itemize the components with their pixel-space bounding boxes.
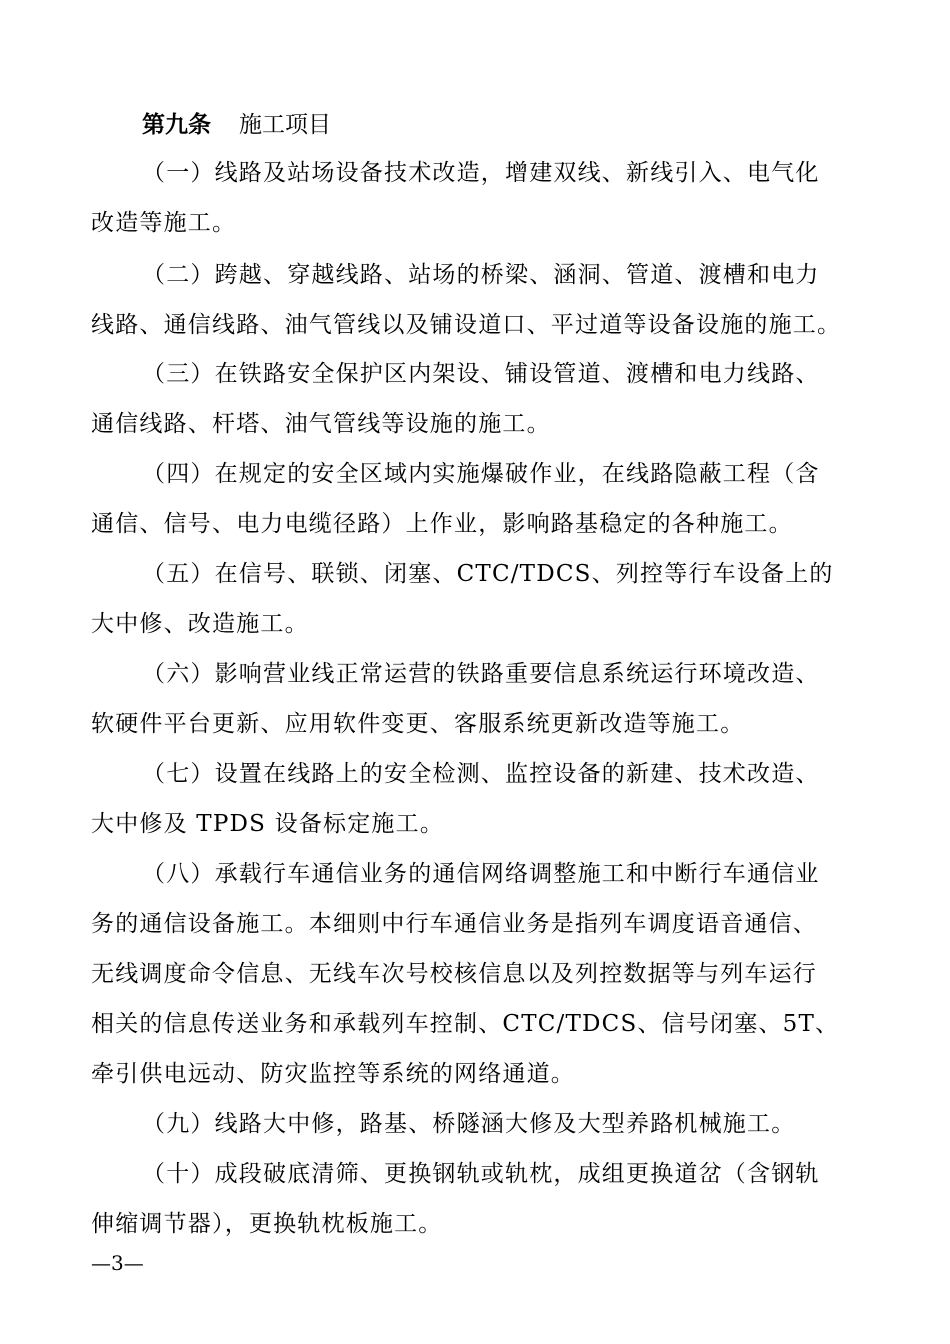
paragraph-line: （九）线路大中修，路基、桥隧涵大修及大型养路机械施工。: [142, 1111, 796, 1137]
paragraph-line: 务的通信设备施工。本细则中行车通信业务是指列车调度语音通信、: [91, 911, 817, 937]
paragraph-line: （二）跨越、穿越线路、站场的桥梁、涵洞、管道、渡槽和电力: [142, 262, 820, 288]
paragraph-line: 软硬件平台更新、应用软件变更、客服系统更新改造等施工。: [91, 711, 745, 737]
paragraph-line: 相关的信息传送业务和承载列车控制、CTC/TDCS、信号闭塞、5T、: [91, 1011, 840, 1037]
paragraph-line: 伸缩调节器），更换轨枕板施工。: [91, 1211, 443, 1237]
paragraph-line: （六）影响营业线正常运营的铁路重要信息系统运行环境改造、: [142, 661, 820, 687]
paragraph-line: 大中修及 TPDS 设备标定施工。: [91, 811, 445, 837]
paragraph-line: 无线调度命令信息、无线车次号校核信息以及列控数据等与列车运行: [91, 961, 817, 987]
paragraph-line: （八）承载行车通信业务的通信网络调整施工和中断行车通信业: [142, 861, 820, 887]
paragraph-line: （一）线路及站场设备技术改造，增建双线、新线引入、电气化: [142, 160, 820, 186]
paragraph-line: （三）在铁路安全保护区内架设、铺设管道、渡槽和电力线路、: [142, 361, 820, 387]
paragraph-line: 改造等施工。: [91, 210, 237, 236]
article-heading: [142, 110, 331, 140]
paragraph-line: 通信线路、杆塔、油气管线等设施的施工。: [91, 411, 551, 437]
page-number: —3—: [91, 1251, 144, 1275]
paragraph-line: 牵引供电远动、防灾监控等系统的网络通道。: [91, 1061, 575, 1087]
paragraph-line: 大中修、改造施工。: [91, 611, 309, 637]
paragraph-line: 线路、通信线路、油气管线以及铺设道口、平过道等设备设施的施工。: [91, 312, 842, 338]
paragraph-line: （四）在规定的安全区域内实施爆破作业，在线路隐蔽工程（含: [142, 461, 820, 487]
article-title: 施工项目: [239, 112, 331, 138]
paragraph-line: （十）成段破底清筛、更换钢轨或轨枕，成组更换道岔（含钢轨: [142, 1161, 820, 1187]
paragraph-line: （五）在信号、联锁、闭塞、CTC/TDCS、列控等行车设备上的: [142, 561, 834, 587]
paragraph-line: 通信、信号、电力电缆径路）上作业，影响路基稳定的各种施工。: [91, 511, 793, 537]
article-number: 第九条: [142, 112, 211, 138]
paragraph-line: （七）设置在线路上的安全检测、监控设备的新建、技术改造、: [142, 761, 820, 787]
